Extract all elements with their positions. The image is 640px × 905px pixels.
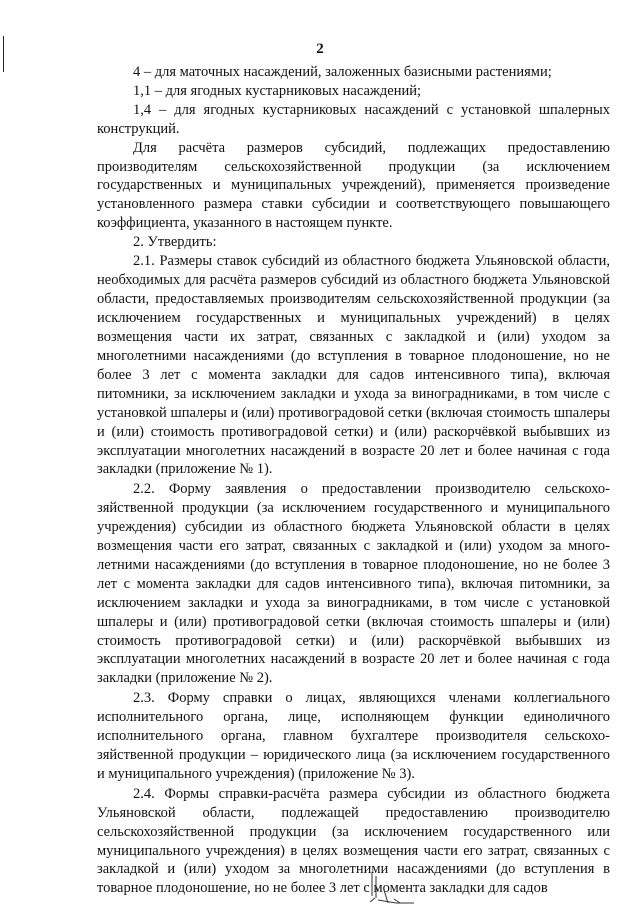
page-number: 2 <box>316 41 324 57</box>
coefficient-1-1-paragraph: 1,1 – для ягодных кустарниковых насаждений; <box>133 82 422 99</box>
item-2-2-paragraph: 2.2. Форму заявления о предоставлении производителю сельскохозяйственной продукции (за исключением государственного и муниципального учреждения) субсидии из областного бюджета Ульяновской области в целях возмещения части его затрат, связанных с закладкой и (или) уходом за многолетними насаждениями (до вступления в товарное плодоношение, но не более 3 лет с момента закладки для садов интенсивного типа), включая питомники, за исключением закладки и ухода за виноградниками, в том числе с установкой шпалеры и (или) противоградовой сетки (включая стоимость шпалеры и (или) стоимость противоградовой сетки) и (или) раскорчёвкой выбывших из эксплуатации многолетних насаждений в возрасте 20 лет и более начиная с года закладки (приложение № 2). <box>97 481 610 687</box>
item-2-1-paragraph: 2.1. Размеры ставок субсидий из областного бюджета Ульяновской области, необходимых для расчёта размеров субсидий из областного бюджета Ульяновской области, предоставляемых производителям сельскохозяйственной продукции (за исключением государственных и муниципальных учреждений) в целях возмещения части их затрат, связанных с закладкой и (или) уходом за многолетними насаждениями (до вступления в товарное плодоношение, но не более 3 лет с момента закладки для садов интенсивного типа), включая питомники, за исключением закладки и ухода за виноградниками, в том числе с установкой шпалеры и (или) противоградовой сетки (включая стоимость шпалеры и (или) стоимость противоградовой сетки) и (или) раскорчёвкой выбывших из эксплуатации многолетних насаждений в возрасте 20 лет и более начиная с года закладки (приложение № 1). <box>97 253 610 478</box>
approve-heading: 2. Утвердить: <box>133 234 217 251</box>
document-body <box>97 63 610 898</box>
coefficient-4-paragraph: 4 – для маточных насаждений, заложенных базисными растениями; <box>133 64 552 80</box>
item-2-4-paragraph: 2.4. Формы справки-расчёта размера субсидии из областного бюджета Ульяновской области, подлежащей предоставлению производителю сельскохозяйственной продукции (за исключением государственного или муниципального учреждения) в целях возмещения части его затрат, связанных с закладкой и (или) уходом за многолетними насаждениями (до вступления в товарное плодоношение, но не более 3 лет с момента закладки для садов <box>97 785 610 897</box>
calculation-paragraph: Для расчёта размеров субсидий, подлежащих предоставлению производителям сельскохозяйственной продукции (за исключением государственных и муниципальных учреждений), применяется произведение установленного размера ставки субсидии и соответствующего повышающего коэффициента, указанного в настоящем пункте. <box>97 139 610 232</box>
coefficient-1-4-paragraph: 1,4 – для ягодных кустарниковых насаждений с установкой шпалерных конструкций. <box>97 101 610 137</box>
scan-mark <box>366 870 426 905</box>
item-2-3-paragraph: 2.3. Форму справки о лицах, являющихся членами коллегиального исполнительного органа, лице, исполняющем функции единоличного исполнительного органа, главном бухгалтере производителя сельскохозяйственной продукции – юридического лица (за исключением государственного и муниципального учреждения) (приложение № 3). <box>97 690 610 782</box>
